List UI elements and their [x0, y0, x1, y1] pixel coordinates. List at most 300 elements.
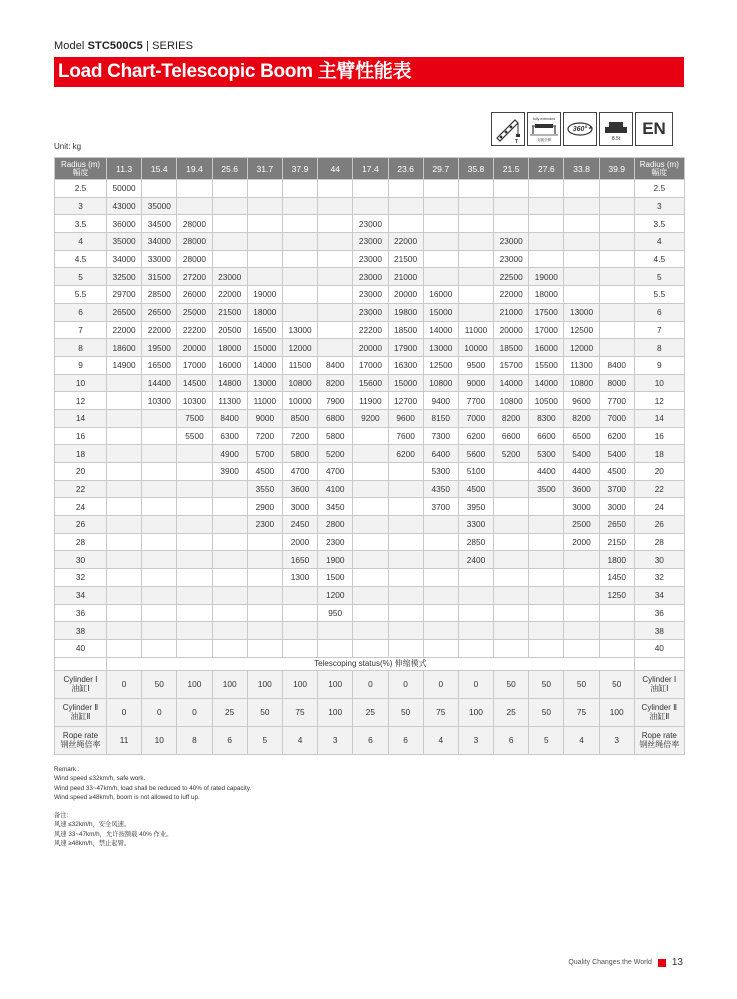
load-cell: 2300 [318, 533, 353, 551]
load-cell [212, 215, 247, 233]
load-cell: 19000 [247, 286, 282, 304]
load-cell: 15700 [494, 356, 529, 374]
load-cell [142, 445, 177, 463]
load-cell [388, 533, 423, 551]
rotation-icon [563, 112, 597, 146]
load-cell [353, 533, 388, 551]
load-cell [423, 569, 458, 587]
radius-cell: 40 [55, 639, 107, 657]
load-cell [177, 516, 212, 534]
load-cell: 20500 [212, 321, 247, 339]
boom-length-header: 23.6 [388, 158, 423, 180]
load-cell: 22000 [388, 233, 423, 251]
load-cell: 1450 [599, 569, 634, 587]
load-cell [599, 250, 634, 268]
load-cell: 28000 [177, 215, 212, 233]
load-cell: 22200 [177, 321, 212, 339]
table-body [55, 180, 685, 658]
cylinder2-value: 25 [212, 698, 247, 726]
radius-cell-right: 4.5 [634, 250, 684, 268]
load-cell [353, 480, 388, 498]
load-cell [494, 498, 529, 516]
load-cell [142, 180, 177, 198]
load-cell: 18000 [247, 303, 282, 321]
load-cell: 8200 [564, 409, 599, 427]
rotation-label: 360° [572, 126, 588, 133]
rope-rate-value: 3 [458, 726, 493, 754]
load-cell: 35000 [107, 233, 142, 251]
radius-cell: 12 [55, 392, 107, 410]
load-cell: 4500 [247, 463, 282, 481]
load-cell: 17000 [529, 321, 564, 339]
load-cell [107, 463, 142, 481]
load-cell: 16500 [247, 321, 282, 339]
load-cell [388, 551, 423, 569]
cylinder2-label: Cylinder Ⅱ 油缸Ⅱ [55, 698, 107, 726]
load-cell: 8200 [494, 409, 529, 427]
table-row [55, 392, 685, 410]
load-cell [529, 533, 564, 551]
radius-cell-right: 32 [634, 569, 684, 587]
load-cell [177, 498, 212, 516]
load-cell [458, 604, 493, 622]
table-row [55, 480, 685, 498]
load-cell: 35000 [142, 197, 177, 215]
radius-cell-right: 34 [634, 586, 684, 604]
load-cell: 7200 [247, 427, 282, 445]
load-cell: 36000 [107, 215, 142, 233]
load-cell [212, 233, 247, 251]
load-cell [458, 268, 493, 286]
table-row [55, 180, 685, 198]
load-cell [494, 639, 529, 657]
load-cell [564, 551, 599, 569]
load-cell: 1500 [318, 569, 353, 587]
remark-line: Wind speed ≤32km/h, safe work. [54, 775, 146, 783]
load-cell [212, 569, 247, 587]
load-cell [458, 215, 493, 233]
load-cell [353, 445, 388, 463]
load-cell [458, 197, 493, 215]
load-cell [142, 604, 177, 622]
load-cell: 23000 [353, 303, 388, 321]
table-row [55, 604, 685, 622]
load-cell: 4900 [212, 445, 247, 463]
load-cell [318, 197, 353, 215]
load-cell: 10300 [177, 392, 212, 410]
boom-length-header: 33.8 [564, 158, 599, 180]
load-cell: 19500 [142, 339, 177, 357]
radius-header-right [634, 158, 684, 180]
load-cell [247, 639, 282, 657]
load-cell [142, 586, 177, 604]
boom-length-header: 44 [318, 158, 353, 180]
load-cell: 9000 [247, 409, 282, 427]
load-cell [458, 303, 493, 321]
load-cell: 19000 [529, 268, 564, 286]
outrigger-icon [527, 112, 561, 146]
rope-rate-value: 6 [353, 726, 388, 754]
remark-line-cn: 风速 ≥48km/h，禁止起臂。 [54, 839, 131, 847]
load-cell: 28000 [177, 250, 212, 268]
load-cell: 34500 [142, 215, 177, 233]
load-cell [423, 180, 458, 198]
load-cell [247, 533, 282, 551]
load-cell: 16000 [423, 286, 458, 304]
boom-length-header: 31.7 [247, 158, 282, 180]
load-cell [494, 516, 529, 534]
radius-cell-right: 24 [634, 498, 684, 516]
load-cell [388, 604, 423, 622]
table-row [55, 569, 685, 587]
load-cell [494, 586, 529, 604]
rope-rate-label-right: Rope rate 钢丝绳倍率 [634, 726, 684, 754]
load-cell: 23000 [353, 268, 388, 286]
load-cell [494, 197, 529, 215]
load-cell: 7500 [177, 409, 212, 427]
load-cell [107, 622, 142, 640]
load-cell [247, 586, 282, 604]
load-cell [599, 339, 634, 357]
load-cell: 50000 [107, 180, 142, 198]
radius-header-left [55, 158, 107, 180]
radius-cell: 4 [55, 233, 107, 251]
load-cell: 2450 [282, 516, 317, 534]
load-cell: 8400 [599, 356, 634, 374]
table-row [55, 303, 685, 321]
load-cell [529, 180, 564, 198]
load-cell [318, 339, 353, 357]
load-cell [564, 233, 599, 251]
load-cell [494, 180, 529, 198]
load-cell [353, 569, 388, 587]
load-cell: 4400 [529, 463, 564, 481]
load-cell [318, 286, 353, 304]
load-cell: 11300 [564, 356, 599, 374]
load-cell [177, 639, 212, 657]
load-cell [177, 622, 212, 640]
load-cell: 3000 [282, 498, 317, 516]
load-cell: 13000 [564, 303, 599, 321]
load-cell: 14800 [212, 374, 247, 392]
load-cell [494, 604, 529, 622]
load-cell: 6600 [529, 427, 564, 445]
load-cell: 9400 [423, 392, 458, 410]
load-cell: 20000 [494, 321, 529, 339]
load-cell [177, 586, 212, 604]
rope-rate-value: 8 [177, 726, 212, 754]
load-cell: 21000 [388, 268, 423, 286]
radius-cell-right: 2.5 [634, 180, 684, 198]
load-cell [564, 197, 599, 215]
load-cell: 12500 [423, 356, 458, 374]
load-cell [529, 604, 564, 622]
load-cell: 14400 [142, 374, 177, 392]
radius-cell-right: 10 [634, 374, 684, 392]
table-row [55, 533, 685, 551]
load-cell [177, 533, 212, 551]
load-cell [423, 586, 458, 604]
cylinder2-value: 0 [142, 698, 177, 726]
table-row [55, 197, 685, 215]
load-cell: 6600 [494, 427, 529, 445]
load-cell: 5400 [599, 445, 634, 463]
load-cell: 14000 [529, 374, 564, 392]
table-row [55, 586, 685, 604]
load-cell [599, 268, 634, 286]
load-cell: 5200 [318, 445, 353, 463]
boom-length-header: 37.9 [282, 158, 317, 180]
radius-cell-right: 18 [634, 445, 684, 463]
load-cell: 4100 [318, 480, 353, 498]
radius-cell: 30 [55, 551, 107, 569]
radius-cell-right: 26 [634, 516, 684, 534]
cylinder1-value: 0 [458, 670, 493, 698]
load-cell [353, 427, 388, 445]
load-cell: 1650 [282, 551, 317, 569]
load-cell [423, 533, 458, 551]
load-cell [529, 622, 564, 640]
cylinder2-label-right: Cylinder Ⅱ 油缸Ⅱ [634, 698, 684, 726]
load-cell: 14000 [494, 374, 529, 392]
load-cell: 3300 [458, 516, 493, 534]
remark-title-cn: 备注: [54, 812, 69, 819]
load-cell: 15000 [423, 303, 458, 321]
radius-cell: 4.5 [55, 250, 107, 268]
load-cell: 27200 [177, 268, 212, 286]
cylinder1-value: 0 [388, 670, 423, 698]
load-cell [458, 622, 493, 640]
load-cell: 5500 [177, 427, 212, 445]
rope-rate-value: 3 [318, 726, 353, 754]
radius-cell: 16 [55, 427, 107, 445]
table-row [55, 286, 685, 304]
load-cell [388, 480, 423, 498]
load-cell [353, 586, 388, 604]
load-cell [599, 180, 634, 198]
load-cell [177, 463, 212, 481]
load-cell: 13000 [247, 374, 282, 392]
load-cell [282, 180, 317, 198]
cylinder2-value: 75 [564, 698, 599, 726]
load-cell: 7600 [388, 427, 423, 445]
load-cell: 17000 [353, 356, 388, 374]
load-cell [388, 569, 423, 587]
load-cell: 15000 [388, 374, 423, 392]
load-cell [494, 551, 529, 569]
load-cell [318, 268, 353, 286]
load-cell [318, 250, 353, 268]
table-row [55, 551, 685, 569]
rope-rate-value: 10 [142, 726, 177, 754]
load-cell [564, 604, 599, 622]
telescoping-spacer [55, 657, 107, 670]
radius-cell: 2.5 [55, 180, 107, 198]
load-cell: 11000 [247, 392, 282, 410]
load-cell: 3500 [529, 480, 564, 498]
load-cell: 18600 [107, 339, 142, 357]
radius-cell: 14 [55, 409, 107, 427]
load-cell: 3450 [318, 498, 353, 516]
load-cell [529, 569, 564, 587]
unit-label: Unit: kg [54, 142, 82, 151]
radius-cell-right: 7 [634, 321, 684, 339]
remark-line-cn: 风速 33~47km/h，允许按额载 40% 作业。 [54, 830, 173, 838]
svg-text:T: T [515, 139, 519, 144]
load-cell [458, 180, 493, 198]
load-cell [212, 180, 247, 198]
remarks-en [54, 765, 251, 802]
load-cell [388, 215, 423, 233]
load-cell [599, 604, 634, 622]
load-cell: 4350 [423, 480, 458, 498]
load-cell: 9200 [353, 409, 388, 427]
load-cell: 8500 [282, 409, 317, 427]
cylinder2-value: 50 [247, 698, 282, 726]
load-cell [177, 180, 212, 198]
load-cell [212, 498, 247, 516]
load-cell: 22000 [212, 286, 247, 304]
table-row [55, 445, 685, 463]
load-cell [282, 215, 317, 233]
page-footer [568, 957, 683, 968]
load-cell [529, 639, 564, 657]
boom-length-header: 15.4 [142, 158, 177, 180]
load-cell [177, 480, 212, 498]
load-cell [423, 551, 458, 569]
load-cell: 7000 [458, 409, 493, 427]
load-cell: 31500 [142, 268, 177, 286]
model-prefix: Model [54, 40, 85, 52]
telescoping-row [55, 657, 685, 670]
load-cell: 2900 [247, 498, 282, 516]
load-cell: 4500 [458, 480, 493, 498]
load-cell: 8300 [529, 409, 564, 427]
load-cell [142, 480, 177, 498]
load-cell [599, 639, 634, 657]
load-cell [142, 551, 177, 569]
load-cell [142, 427, 177, 445]
radius-cell: 10 [55, 374, 107, 392]
page-number: 13 [671, 957, 683, 968]
load-cell: 9000 [458, 374, 493, 392]
load-cell [177, 197, 212, 215]
boom-length-header: 35.8 [458, 158, 493, 180]
boom-length-header: 17.4 [353, 158, 388, 180]
load-cell: 14500 [177, 374, 212, 392]
load-cell: 21500 [212, 303, 247, 321]
load-cell: 19800 [388, 303, 423, 321]
cylinder1-value: 100 [177, 670, 212, 698]
load-cell [282, 250, 317, 268]
rope-rate-label: Rope rate 钢丝绳倍率 [55, 726, 107, 754]
cylinder2-value: 75 [423, 698, 458, 726]
load-cell [423, 215, 458, 233]
load-cell [564, 250, 599, 268]
load-cell [212, 516, 247, 534]
load-cell: 10500 [529, 392, 564, 410]
load-cell [529, 233, 564, 251]
load-cell [494, 215, 529, 233]
load-cell [353, 622, 388, 640]
load-cell [318, 215, 353, 233]
load-cell: 11300 [212, 392, 247, 410]
load-cell [353, 498, 388, 516]
load-cell: 3600 [564, 480, 599, 498]
radius-cell: 34 [55, 586, 107, 604]
load-cell: 13000 [282, 321, 317, 339]
load-cell: 3000 [564, 498, 599, 516]
load-cell [107, 409, 142, 427]
load-cell [494, 569, 529, 587]
radius-cell: 26 [55, 516, 107, 534]
radius-cell-right: 38 [634, 622, 684, 640]
load-cell [282, 586, 317, 604]
load-cell: 16300 [388, 356, 423, 374]
page-title: Load Chart-Telescopic Boom 主臂性能表 [58, 61, 412, 82]
load-cell [247, 250, 282, 268]
radius-cell-right: 4 [634, 233, 684, 251]
load-cell: 15500 [529, 356, 564, 374]
load-cell: 29700 [107, 286, 142, 304]
load-cell [212, 639, 247, 657]
cylinder1-value: 50 [599, 670, 634, 698]
load-cell: 7700 [458, 392, 493, 410]
load-cell [529, 197, 564, 215]
load-cell [282, 233, 317, 251]
load-cell [177, 445, 212, 463]
load-cell: 10800 [423, 374, 458, 392]
load-cell: 2300 [247, 516, 282, 534]
load-cell [282, 286, 317, 304]
load-cell: 7000 [599, 409, 634, 427]
crane-jib-icon [491, 112, 525, 146]
load-cell: 22000 [107, 321, 142, 339]
cylinder2-row [55, 698, 685, 726]
load-cell [423, 622, 458, 640]
load-cell: 14900 [107, 356, 142, 374]
telescoping-spacer [634, 657, 684, 670]
cylinder1-value: 100 [318, 670, 353, 698]
table-row [55, 639, 685, 657]
load-cell [423, 233, 458, 251]
radius-cell-right: 20 [634, 463, 684, 481]
load-cell: 7900 [318, 392, 353, 410]
load-cell: 8200 [318, 374, 353, 392]
boom-length-header: 39.9 [599, 158, 634, 180]
table-row [55, 463, 685, 481]
load-cell: 33000 [142, 250, 177, 268]
load-cell [458, 233, 493, 251]
radius-cell-right: 6 [634, 303, 684, 321]
radius-cell: 8 [55, 339, 107, 357]
model-suffix: | SERIES [146, 40, 194, 52]
load-cell [107, 445, 142, 463]
load-cell [353, 516, 388, 534]
load-cell [247, 268, 282, 286]
table-row [55, 516, 685, 534]
load-cell: 16000 [529, 339, 564, 357]
remark-line-cn: 风速 ≤32km/h，安全风速。 [54, 821, 131, 829]
load-cell: 22500 [494, 268, 529, 286]
load-cell [247, 215, 282, 233]
load-cell: 6500 [564, 427, 599, 445]
load-cell [423, 197, 458, 215]
radius-cell: 5.5 [55, 286, 107, 304]
load-cell [388, 622, 423, 640]
language-badge: EN [635, 112, 673, 146]
load-cell [247, 197, 282, 215]
